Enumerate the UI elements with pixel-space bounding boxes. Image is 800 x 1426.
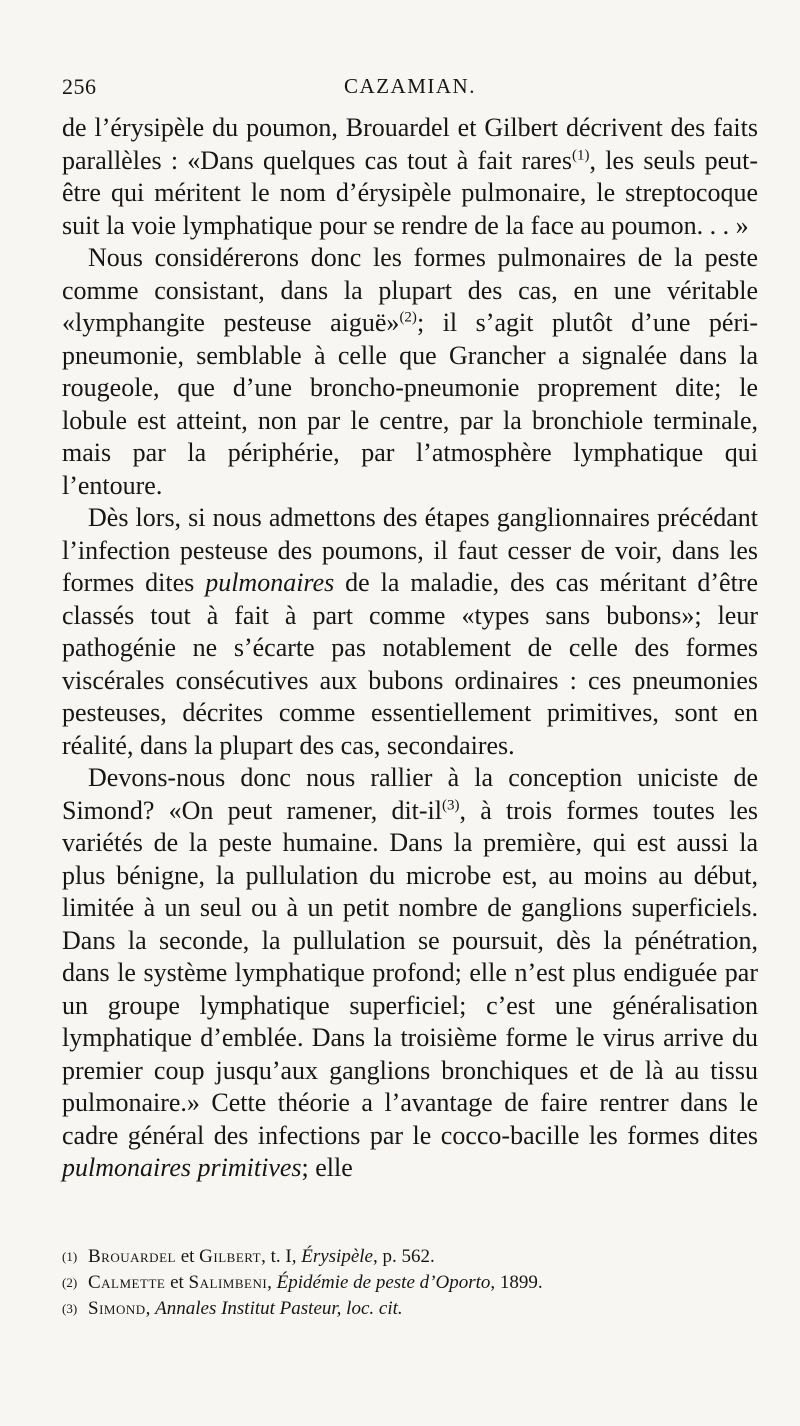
- text-run: Dès lors, si nous admettons des étapes ganglionnaires précédant l’infection pesteuse des poumons, il faut cesser de voir, dans les formes dites: [62, 503, 758, 597]
- text-run: et: [165, 1272, 189, 1293]
- page-number: 256: [62, 74, 97, 99]
- author-name: Calmette: [88, 1272, 166, 1293]
- footnote-mark: (2): [62, 1275, 78, 1290]
- footnote-mark: (1): [62, 1249, 78, 1264]
- footnote-reference: (1): [571, 146, 590, 163]
- text-run: , t. I,: [261, 1246, 302, 1267]
- body-text: [62, 112, 758, 1185]
- footnotes: [62, 1244, 758, 1322]
- footnote-text: [88, 1244, 435, 1270]
- text-run: de la maladie, des cas méritant d’être classés tout à fait à part comme «types sans bubons»; leur pathogénie ne s’écarte pas notablement de celle des formes viscérales consécutives aux bubons ordinaires : ces pneumonies pesteuses, décrites comme essentiellement primitives, sont en réalité, dans la plupart des cas, secondaires.: [62, 568, 758, 760]
- italic-text: Annales Institut Pasteur, loc. cit.: [155, 1298, 403, 1319]
- footnote-mark: (3): [62, 1301, 78, 1316]
- italic-text: pulmonaires primitives: [62, 1153, 302, 1182]
- footnote-reference: (2): [399, 309, 417, 326]
- footnote: [62, 1270, 758, 1296]
- footnote-reference: (3): [442, 796, 460, 813]
- text-run: ,: [267, 1272, 277, 1293]
- paragraph: [62, 502, 758, 762]
- text-run: ; il s’agit plutôt d’une péri-pneumonie, semblable à celle que Grancher a signalée dans la rougeole, que d’une broncho-pneumonie proprement dite; le lobule est atteint, non par le centre, par la bronchiole terminale, mais par la périphérie, par l’atmosphère lymphatique qui l’entoure.: [62, 308, 758, 500]
- italic-text: Érysipèle: [301, 1246, 373, 1267]
- author-name: Salimbeni: [188, 1272, 268, 1293]
- text-run: Devons-nous donc nous rallier à la conception uniciste de Simond? «On peut ramener, dit-il: [62, 763, 758, 825]
- running-head: CAZAMIAN.: [344, 74, 476, 98]
- author-name: Gilbert: [199, 1246, 262, 1267]
- text-run: de l’érysipèle du poumon, Brouardel et Gilbert décrivent des faits parallèles : «Dans quelques cas tout à fait rares: [62, 113, 758, 175]
- text-run: Nous considérerons donc les formes pulmonaires de la peste comme consistant, dans la plupart des cas, en une véritable «lymphangite pesteuse aiguë»: [62, 243, 758, 337]
- footnote-text: [88, 1270, 543, 1296]
- author-name: Simond: [88, 1298, 146, 1319]
- author-name: Brouardel: [88, 1246, 176, 1267]
- paragraph: [62, 762, 758, 1185]
- paragraph: [62, 242, 758, 502]
- text-run: , 1899.: [490, 1272, 543, 1293]
- paragraph: [62, 112, 758, 242]
- footnote: [62, 1244, 758, 1270]
- page-header: [62, 74, 758, 104]
- text-run: , les seuls peut-être qui méritent le nom d’érysipèle pulmonaire, le streptocoque suit la voie lymphatique pour se rendre de la face au poumon. . . »: [62, 145, 758, 240]
- text-run: ,: [145, 1298, 156, 1319]
- footnote: [62, 1296, 758, 1322]
- text-run: et: [175, 1246, 200, 1267]
- text-run: , à trois formes toutes les variétés de la peste humaine. Dans la première, qui est aussi la plus bénigne, la pullulation du microbe est, au moins au début, limitée à un seul ou à un petit nombre de ganglions superficiels. Dans la seconde, la pullulation se poursuit, dès la pénétration, dans le système lymphatique profond; elle n’est plus endiguée par un groupe lymphatique superficiel; c’est une généralisation lymphatique d’emblée. Dans la troisième forme le virus arrive du premier coup jusqu’aux ganglions bronchiques et de là au tissu pulmonaire.» Cette théorie a l’avantage de faire rentrer dans le cadre général des infections par le cocco-bacille les formes dites: [62, 795, 758, 1150]
- text-run: ; elle: [301, 1153, 353, 1182]
- italic-text: pulmonaires: [205, 568, 335, 597]
- italic-text: Épidémie de peste d’Oporto: [276, 1272, 491, 1293]
- footnote-text: [88, 1296, 403, 1322]
- text-run: , p. 562.: [372, 1246, 435, 1267]
